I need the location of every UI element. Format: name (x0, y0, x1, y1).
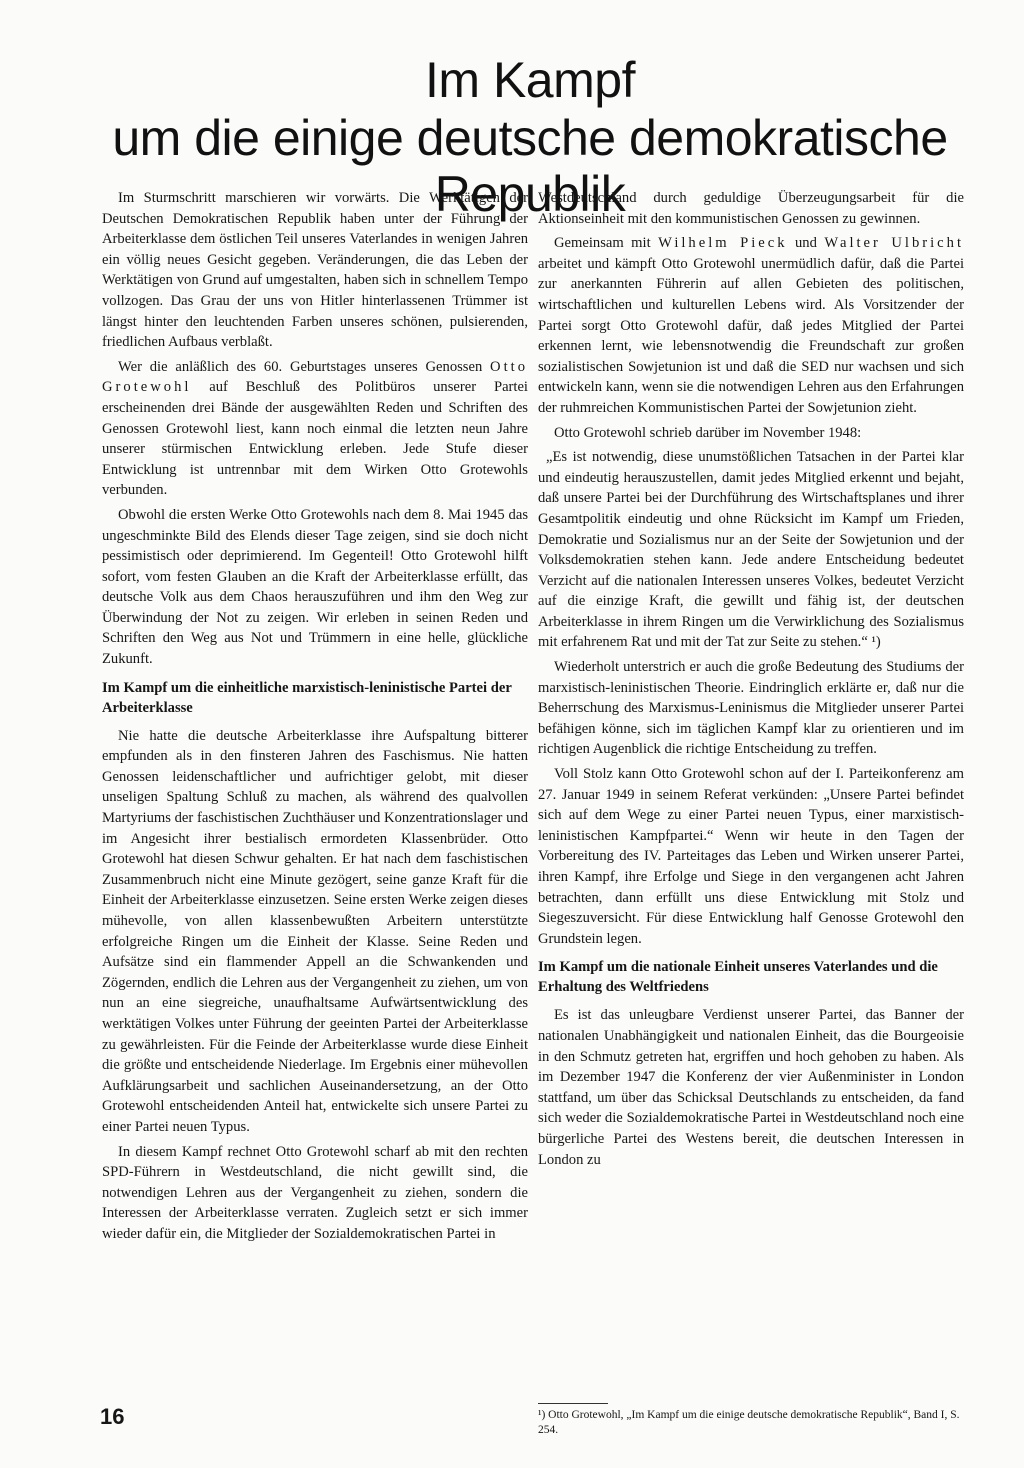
right-column (538, 188, 964, 1174)
left-column (102, 188, 528, 1249)
section-heading: Im Kampf um die nationale Einheit unseres Vaterlandes und die Erhaltung des Weltfriedens (538, 959, 938, 996)
paragraph: Wiederholt unterstrich er auch die große Bedeutung des Studiums der marxistisch-leninistischen Theorie. Eindringlich erklärte er, daß nur die Beherrschung des Marxismus-Leninismus die Mitglieder unserer Partei befähigen könne, sich im täglichen Kampf klar zu orientieren und im richtigen Augenblick die richtige Entscheidung zu treffen. (538, 659, 964, 758)
paragraph: Westdeutschland durch geduldige Überzeugungsarbeit für die Aktionseinheit mit den kommunistischen Genossen zu gewinnen. (538, 190, 964, 227)
paragraph: Obwohl die ersten Werke Otto Grotewohls nach dem 8. Mai 1945 das ungeschminkte Bild des Elends dieser Tage zeigen, sind sie doch nicht pessimistisch oder deprimierend. Im Gegenteil! Otto Grotewohl hilft sofort, vom festen Glauben an die Kraft der Arbeiterklasse erfüllt, das deutsche Volk aus dem Chaos herauszuführen und ihm den Weg zur Überwindung der Not zu zeigen. Wir erleben in seinen Reden und Schriften den Weg aus Not und Trümmern in eine helle, glückliche Zukunft. (102, 506, 528, 668)
paragraph: Otto Grotewohl schrieb darüber im November 1948: (554, 424, 862, 441)
person-name: Walter Ulbricht (824, 235, 964, 252)
paragraph: Voll Stolz kann Otto Grotewohl schon auf der I. Parteikonferenz am 27. Januar 1949 in seinem Referat verkünden: „Unsere Partei befindet sich auf dem Wege zu einer Partei neuen Typus, einer marxistisch-leninistischen Kampfpartei.“ Wenn wir heute in den Tagen der Vorbereitung des IV. Parteitages das Leben und Wirken unserer Partei, ihren Kampf, ihre Erfolge und Siege in den vergangenen acht Jahren betrachten, dann erfüllt uns diese Entwicklung mit Stolz und Siegeszuversicht. Für diese Entwicklung half Genosse Grotewohl den Grundstein legen. (538, 766, 964, 947)
page-title-line-2: um die einige deutsche demokratische Republik (112, 110, 948, 222)
paragraph: Gemeinsam mit Wilhelm Pieck und Walter Ulbricht arbeitet und kämpft Otto Grotewohl unermüdlich dafür, daß die Partei zur anerkannten Führerin auf allen Gebieten des politischen, wirtschaftlichen und kulturellen Lebens wird. Als Vorsitzender der Partei sorgt Otto Grotewohl dafür, daß jedes Mitglied der Partei erkennen lernt, wie lebensnotwendig die Freundschaft zur großen sozialistischen Sowjetunion ist und daß die SED nur wachsen und sich entwickeln kann, wenn sie die notwendigen Lehren aus den Erfahrungen der ruhmreichen Kommunistischen Partei der Sowjetunion zieht. (538, 235, 964, 416)
paragraph: Es ist das unleugbare Verdienst unserer Partei, das Banner der nationalen Unabhängigkeit und nationalen Einheit, das die Bourgeoisie in den Schmutz getreten hat, ergriffen und hoch gehoben zu haben. Als im Dezember 1947 die Konferenz der vier Außenminister in London stattfand, um über das Schicksal Deutschlands zu entscheiden, da fand sich weder die Sozialdemokratische Partei in Westdeutschland noch eine bürgerliche Partei des Westens bereit, die deutschen Interessen in London zu (538, 1007, 964, 1168)
footnote-divider (538, 1403, 608, 1404)
paragraph: Nie hatte die deutsche Arbeiterklasse ihre Aufspaltung bitterer empfunden als in den finsteren Jahren des Faschismus. Nie hatten Genossen leidenschaftlicher und aufrichtiger gelobt, mit dieser unseligen Spaltung Schluß zu machen, als während des qualvollen Martyriums der faschistischen Zuchthäuser und Konzentrationslager und im Angesicht ihrer bestialisch ermordeten Klassenbrüder. Otto Grotewohl hat diesen Schwur gehalten. Er hat nach dem faschistischen Zusammenbruch nicht eine Minute gezögert, seine ganze Kraft für die Einheit der Arbeiterklasse einzusetzen. Seine ersten Werke zeigen dieses mühevolle, von allen klassenbewußten Arbeitern unterstützte erfolgreiche Ringen um die Einheit der Klasse. Seine Reden und Aufsätze sind ein flammender Appell an die Schwankenden und Zögernden, endlich die Lehren aus der Vergangenheit zu ziehen, um von nun an eine siegreiche, unaufhaltsame Aufwärtsentwicklung des werktätigen Volkes unter Führung der geeinten Partei der Arbeiterklasse zu gewährleisten. Für die Feinde der Arbeiterklasse wurde diese Einheit die größte und entscheidende Niederlage. Im Ergebnis einer mühevollen Aufklärungsarbeit und sachlichen Auseinandersetzung, an der Otto Grotewohl entscheidenden Anteil hat, entwickelte sich unsere Partei zu einer Partei neuen Typus. (102, 727, 528, 1135)
paragraph: In diesem Kampf rechnet Otto Grotewohl scharf ab mit den rechten SPD-Führern in Westdeutschland, die nicht gewillt sind, die notwendigen Lehren aus der Vergangenheit zu ziehen, sondern die Interessen der Arbeiterklasse verraten. Zugleich setzt er sich immer wieder dafür ein, die Mitglieder der Sozialdemokratischen Partei in (102, 1143, 528, 1242)
page-number: 16 (100, 1404, 125, 1429)
section-heading: Im Kampf um die einheitliche marxistisch-leninistische Partei der Arbeiterklasse (102, 679, 512, 716)
footnote: ¹) Otto Grotewohl, „Im Kampf um die einige deutsche demokratische Republik“, Band I, S. 254. (538, 1409, 960, 1436)
paragraph: Im Sturmschritt marschieren wir vorwärts. Die Werktätigen der Deutschen Demokratischen Republik haben unter der Führung der Arbeiterklasse dem östlichen Teil unseres Vaterlandes in wenigen Jahren ein völlig neues Gesicht gegeben. Veränderungen, die das Leben der Werktätigen von Grund auf umgestalten, haben sich in schnellem Tempo vollzogen. Das Grau der uns von Hitler hinterlassenen Trümmer ist längst hinter den leuchtenden Farben unseres schönen, pulsierenden, friedlichen Aufbaus verblaßt. (102, 190, 528, 351)
quotation: „Es ist notwendig, diese unumstößlichen Tatsachen in der Partei klar und eindeutig herauszustellen, damit jedes Mitglied erkennt und bejaht, daß unsere Partei bei der Durchführung des Wirtschaftsplanes und ihrer Gesamtpolitik eindeutig und ohne Rücksicht im Kampf um Frieden, Demokratie und Sozialismus nur an der Seite der Sowjetunion und der Volksdemokratien stehen kann. Jede andere Entscheidung bedeutet Verzicht auf die nationalen Interessen unseres Volkes, bedeutet Verzicht auf die einzige Kraft, die gewillt und fähig ist, der deutschen Arbeiterklasse in ihrem Ringen um die Verwirklichung des Sozialismus mit erfahrenem Rat und mit der Tat zur Seite zu stehen.“ ¹) (538, 449, 964, 651)
person-name: Otto Grotewohl (102, 358, 528, 396)
person-name: Wilhelm Pieck (658, 235, 788, 252)
paragraph: Wer die anläßlich des 60. Geburtstages unseres Genossen Otto Grotewohl auf Beschluß des Politbüros unserer Partei erscheinenden drei Bände der ausgewählten Reden und Schriften des Genossen Grotewohl liest, kann noch einmal die letzten neun Jahre unserer stürmischen Entwicklung erleben. Jede Stufe dieser Entwicklung ist untrennbar mit dem Wirken Otto Grotewohls verbunden. (102, 358, 528, 499)
page-title-line-1: Im Kampf (425, 52, 635, 108)
